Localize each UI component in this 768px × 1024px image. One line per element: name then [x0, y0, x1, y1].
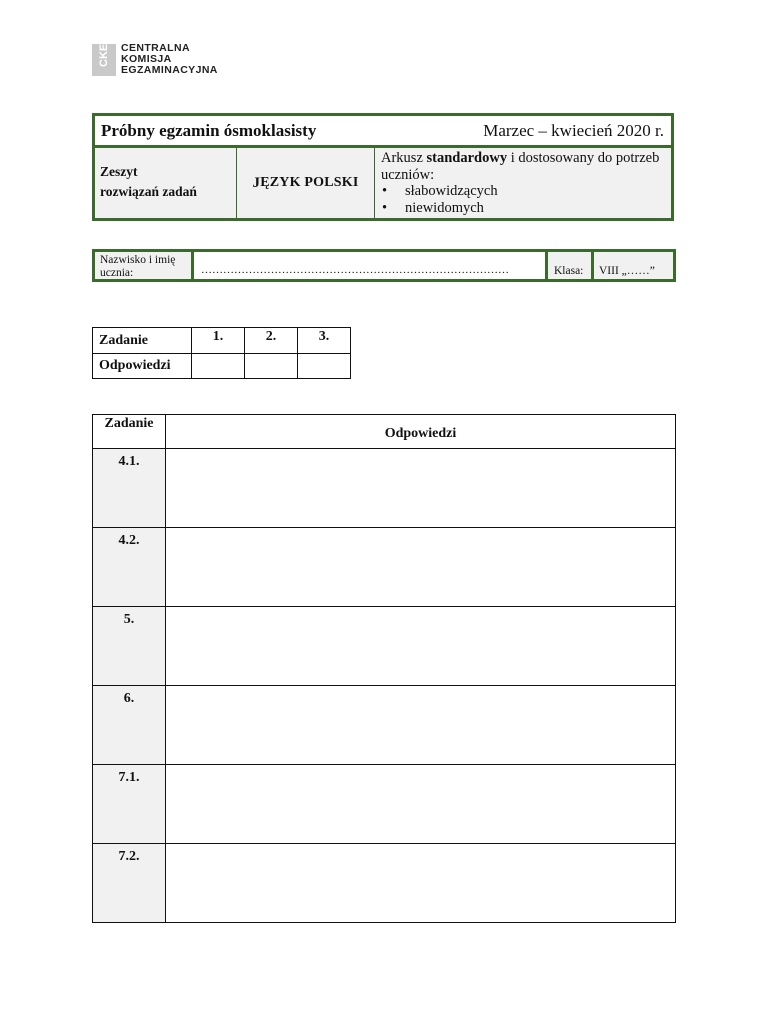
task-number: 7.2. [93, 844, 166, 923]
logo-text [121, 43, 218, 76]
logo-line-3: EGZAMINACYJNA [121, 64, 218, 76]
exam-header-top [95, 116, 671, 148]
sheet-bold: standardowy [426, 150, 508, 166]
subject-initial: J [252, 174, 261, 191]
table-row [93, 528, 676, 607]
logo-mark-text: CKE [98, 43, 110, 67]
sheet-list-item: • słabowidzących [381, 183, 671, 200]
task-number: 1. [192, 328, 245, 354]
answer-cell[interactable] [245, 354, 298, 379]
answer-cell[interactable] [166, 607, 676, 686]
task-number: 6. [93, 686, 166, 765]
task-number: 4.2. [93, 528, 166, 607]
student-name-field[interactable]: ………………………………………………………………………… [194, 252, 548, 279]
column-header-answers: Odpowiedzi [166, 415, 676, 449]
booklet-label [95, 148, 237, 218]
exam-header-details [95, 148, 671, 218]
logo-line-1: CENTRALNA [121, 42, 190, 54]
task-number: 7.1. [93, 765, 166, 844]
cke-logo [92, 43, 218, 76]
table-row [93, 765, 676, 844]
table-row [93, 354, 351, 379]
answer-cell[interactable] [166, 765, 676, 844]
sheet-list-item: • niewidomych [381, 200, 671, 217]
subject-name [237, 148, 375, 218]
answers-table-closed [92, 327, 351, 379]
answer-cell[interactable] [192, 354, 245, 379]
answers-table-open [92, 414, 676, 923]
booklet-line-2: rozwiązań zadań [100, 184, 197, 199]
answer-cell[interactable] [298, 354, 351, 379]
exam-date: Marzec – kwiecień 2020 r. [483, 120, 664, 140]
sheet-prefix: Arkusz [381, 150, 427, 166]
task-number: 2. [245, 328, 298, 354]
answer-cell[interactable] [166, 449, 676, 528]
sheet-description [375, 148, 671, 218]
exam-title: Próbny egzamin ósmoklasisty [101, 120, 317, 140]
class-label: Klasa: [548, 252, 594, 279]
table-header-row [93, 415, 676, 449]
sheet-list [381, 183, 671, 216]
table-row [93, 607, 676, 686]
table-row [93, 328, 351, 354]
booklet-line-1: Zeszyt [100, 164, 138, 179]
task-number: 3. [298, 328, 351, 354]
table-row [93, 844, 676, 923]
task-row-label: Zadanie [93, 328, 192, 354]
task-number: 4.1. [93, 449, 166, 528]
sheet-suffix: i dostosowany do potrzeb uczniów: [381, 150, 660, 183]
class-field[interactable]: VIII „……” [599, 265, 655, 277]
column-header-task: Zadanie [93, 415, 166, 449]
answer-cell[interactable] [166, 844, 676, 923]
answer-row-label: Odpowiedzi [93, 354, 192, 379]
task-number: 5. [93, 607, 166, 686]
answer-cell[interactable] [166, 528, 676, 607]
subject-rest: ĘZYK POLSKI [260, 175, 359, 190]
student-name-label: Nazwisko i imię ucznia: [95, 252, 194, 279]
table-row [93, 686, 676, 765]
logo-line-2: KOMISJA [121, 53, 172, 65]
table-row [93, 449, 676, 528]
exam-header [92, 113, 674, 221]
student-info [92, 249, 676, 282]
cke-logo-mark [92, 44, 116, 76]
answer-cell[interactable] [166, 686, 676, 765]
